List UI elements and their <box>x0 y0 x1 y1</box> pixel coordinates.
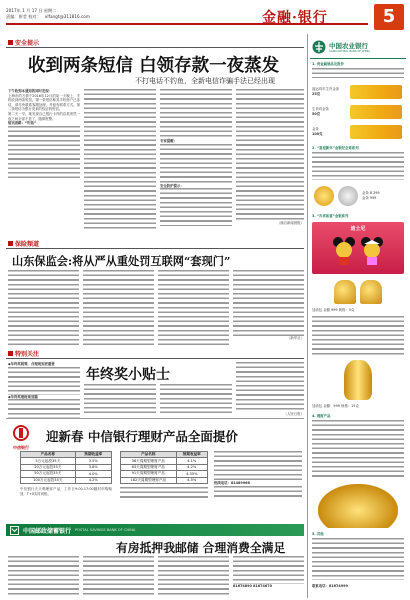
special-byline: （人民日报） <box>283 412 304 416</box>
safety-note: （摘自新闻晨报） <box>276 221 304 225</box>
safety-rule <box>6 47 304 48</box>
table-header: 产品名称 <box>21 452 76 458</box>
abc-product-list <box>312 82 404 142</box>
text-block <box>8 126 80 180</box>
gold-figurine-image <box>334 280 356 304</box>
special-body <box>84 384 232 416</box>
citic-table-1 <box>20 451 112 484</box>
gold-bar-image <box>350 125 402 139</box>
table-cell: 3.5% <box>75 458 111 464</box>
abc-product-3-name: 金条 <box>312 127 319 132</box>
special-tag <box>8 349 39 358</box>
silver-coin-image <box>338 186 358 206</box>
abc-item-5-title: 5. 其他 <box>312 532 324 536</box>
special-headline: 年终奖小贴士 <box>86 367 170 383</box>
insurance-headline: 山东保监会:将从严从重处罚互联网“套现门” <box>12 254 231 268</box>
table-cell: 4.35% <box>176 471 207 477</box>
text-block <box>8 367 80 395</box>
safety-para-lead: 下午收到本通知的同时发现： <box>8 89 53 93</box>
citic-logo-text: 中信银行 <box>13 445 29 450</box>
abc-contact: 联系电话：81674999 <box>312 584 348 588</box>
table-cell: 4.1% <box>176 458 207 464</box>
header-editor: 责编：崔莹 校对： <box>6 14 41 19</box>
minnie-ornament-icon <box>360 236 384 266</box>
text-block <box>160 384 232 416</box>
safety-para-1: 上海市的万倩于2016年12月的某一天晚上，手机收到两条短信。第一条短信称其手机账户已冻结，请尽快联系客服处理，并留有联系方式。第二条短信为银行发来的验证码短信。 <box>8 93 80 112</box>
citic-logo <box>8 425 34 451</box>
safety-tag <box>8 38 39 47</box>
abc-vase-image <box>344 360 372 400</box>
abc-product-1-weight: 25克 <box>312 92 321 96</box>
table-cell: 91天周期型理财产品 <box>121 471 177 477</box>
psbc-logo-bar <box>6 524 304 536</box>
abc-rule <box>310 58 406 59</box>
psbc-logo-name: 中国邮政储蓄银行 <box>23 527 72 535</box>
citic-table-2 <box>120 451 208 484</box>
insurance-body <box>8 270 304 346</box>
tag-marker <box>8 241 13 246</box>
text-block <box>83 556 154 596</box>
abc-logo-name: 中国农业银行 <box>329 42 368 50</box>
table-cell: 182天周期型理财产品 <box>121 477 177 483</box>
text-block <box>233 556 304 584</box>
text-block <box>312 538 404 580</box>
table-cell: 4.2% <box>176 464 207 470</box>
text-block <box>214 451 302 481</box>
insurance-rule <box>6 248 304 249</box>
safety-col-3 <box>160 89 232 226</box>
psbc-phones <box>233 584 304 589</box>
column-divider <box>307 34 308 598</box>
text-block <box>84 89 156 229</box>
psbc-headline: 有房抵押我邮储 合理消费全满足 <box>116 541 286 555</box>
header-meta <box>6 8 156 20</box>
text-block <box>158 270 229 346</box>
abc-disney-banner <box>312 222 404 274</box>
masthead <box>0 0 410 34</box>
text-block <box>83 270 154 346</box>
text-block <box>214 486 302 500</box>
safety-col-4 <box>236 89 304 226</box>
table-cell: 36天周期型理财产品 <box>121 458 177 464</box>
table-cell: 4.0% <box>75 471 111 477</box>
special-col-3 <box>236 362 304 417</box>
special-col-1 <box>8 362 80 421</box>
header-email: xlfangt@311816.com <box>44 14 90 19</box>
citic-contact-label: 热线电话： <box>214 481 231 485</box>
abc-logo-en: AGRICULTURAL BANK OF CHINA <box>329 50 370 53</box>
text-block <box>312 152 404 180</box>
abc-logo <box>312 40 404 54</box>
safety-tag-label: 安全提示 <box>15 40 40 47</box>
table-header: 预期收益率 <box>176 452 207 458</box>
safety-col-1 <box>8 89 80 180</box>
table-header: 预期收益率 <box>75 452 111 458</box>
text-block <box>312 420 404 480</box>
safety-headline: 收到两条短信 白领存款一夜蒸发 <box>28 56 280 76</box>
citic-contact-phone: 81489966 <box>230 481 250 485</box>
abc-product-row <box>312 102 404 122</box>
abc-coin-row <box>314 184 404 208</box>
abc-product-3-weight: 100克 <box>312 132 323 136</box>
gold-figurine-image <box>360 280 382 304</box>
header-section-title: 金融·银行 <box>262 10 328 26</box>
table-cell: 100万元起投35天 <box>21 477 76 483</box>
table-cell: 5万元起投35天 <box>21 458 76 464</box>
text-block <box>312 316 404 356</box>
text-block <box>120 487 208 501</box>
abc-note-2: 加油包 金额：999 规格：15克 <box>312 404 359 408</box>
psbc-logo-en: POSTAL SAVINGS BANK OF CHINA <box>75 528 136 532</box>
abc-product-1-name: 福运鸡年生肖金条 <box>312 87 340 92</box>
abc-product-row <box>312 82 404 102</box>
psbc-ad <box>6 522 304 598</box>
abc-gold-label: 迪士尼 <box>350 226 366 232</box>
text-block <box>236 89 304 221</box>
citic-logo-icon <box>13 425 29 441</box>
gold-bar-image <box>350 85 402 99</box>
text-block <box>8 270 79 346</box>
table-cell: 50万元起投35天 <box>21 471 76 477</box>
tag-marker <box>8 351 13 356</box>
safety-subhead: 不打电话不钓鱼，全新电信诈骗手法已经出现 <box>135 77 275 85</box>
citic-side <box>214 451 302 500</box>
page-number-badge <box>374 4 404 30</box>
abc-product-2-weight: 50克 <box>312 112 321 116</box>
insurance-tag <box>8 239 39 248</box>
text-block <box>160 144 232 184</box>
mickey-ornament-icon <box>332 236 356 266</box>
psbc-logo-icon <box>10 526 19 535</box>
abc-note-1: 加油包 金额 999 规格：5克 <box>312 308 355 312</box>
table-cell: 3.8% <box>75 464 111 470</box>
special-rule <box>6 358 304 359</box>
abc-price-row-2: 金条 999 <box>362 196 377 200</box>
text-block <box>160 188 232 226</box>
table-cell: 4.2% <box>75 477 111 483</box>
abc-horse-image <box>318 484 398 528</box>
citic-note: 中信银行天天利理财产品，工作日9:00-17:00随时申购赎回，T+0实时到账。 <box>20 487 112 496</box>
table-cell: 63天周期型理财产品 <box>121 464 177 470</box>
abc-logo-icon <box>312 40 326 54</box>
citic-ad <box>6 418 304 522</box>
header-date: 2017年 1 月 17 日 星期二 <box>6 8 57 13</box>
safety-subtitle-1: 短讯套路：“钓鱼” <box>8 121 37 126</box>
tag-marker <box>8 40 13 45</box>
table-cell: 4.5% <box>176 477 207 483</box>
safety-subtitle-3: 安全防护提示： <box>160 183 184 188</box>
safety-subtitle-2: 专家提醒： <box>160 139 177 143</box>
special-bullet-2: ◆年终奖理财规划篇 <box>8 394 38 399</box>
gold-coin-image <box>314 186 334 206</box>
abc-product-2-name: 生肖鸡金条 <box>312 107 329 112</box>
abc-ad <box>310 34 406 598</box>
abc-figurine-row <box>312 278 404 306</box>
abc-item-2-title: 2. “喜迎新年”金银纪念章系列 <box>312 146 359 150</box>
text-block <box>160 89 232 139</box>
text-block <box>233 270 304 336</box>
insurance-byline: （新华社） <box>287 336 304 340</box>
abc-item-1-title: 1. 贵金属展品及报价 <box>312 62 344 66</box>
table-cell: 20万元起投35天 <box>21 464 76 470</box>
safety-col-2 <box>84 89 156 229</box>
text-block <box>84 384 156 416</box>
insurance-tag-label: 保险频道 <box>15 241 40 248</box>
text-block <box>312 68 404 78</box>
citic-headline: 迎新春 中信银行理财产品全面提价 <box>46 429 238 444</box>
text-block <box>236 362 304 412</box>
page-number: 5 <box>382 6 396 27</box>
abc-item-3-title: 3. “吉祥如意”金银系列 <box>312 214 349 218</box>
special-bullet-1: ◆年终奖税筹，合理规划更重要 <box>8 362 55 366</box>
text-block <box>8 556 79 596</box>
abc-price-row-1: 金条 8 299 <box>362 191 380 196</box>
text-block <box>158 556 229 596</box>
safety-para-2: 第二天一早，她发现自己银行卡内的存款竟然一夜之间全部不见了，随即报警。 <box>8 111 80 121</box>
abc-item-4-title: 4. 理财产品 <box>312 414 331 418</box>
special-tag-label: 特别关注 <box>15 351 40 358</box>
psbc-tel-2: 81674670 <box>253 584 272 588</box>
psbc-tel-1: 81674890 <box>233 584 252 588</box>
abc-product-row <box>312 122 404 142</box>
psbc-body <box>8 556 304 596</box>
table-header: 产品名称 <box>121 452 177 458</box>
gold-bar-image <box>350 105 402 119</box>
